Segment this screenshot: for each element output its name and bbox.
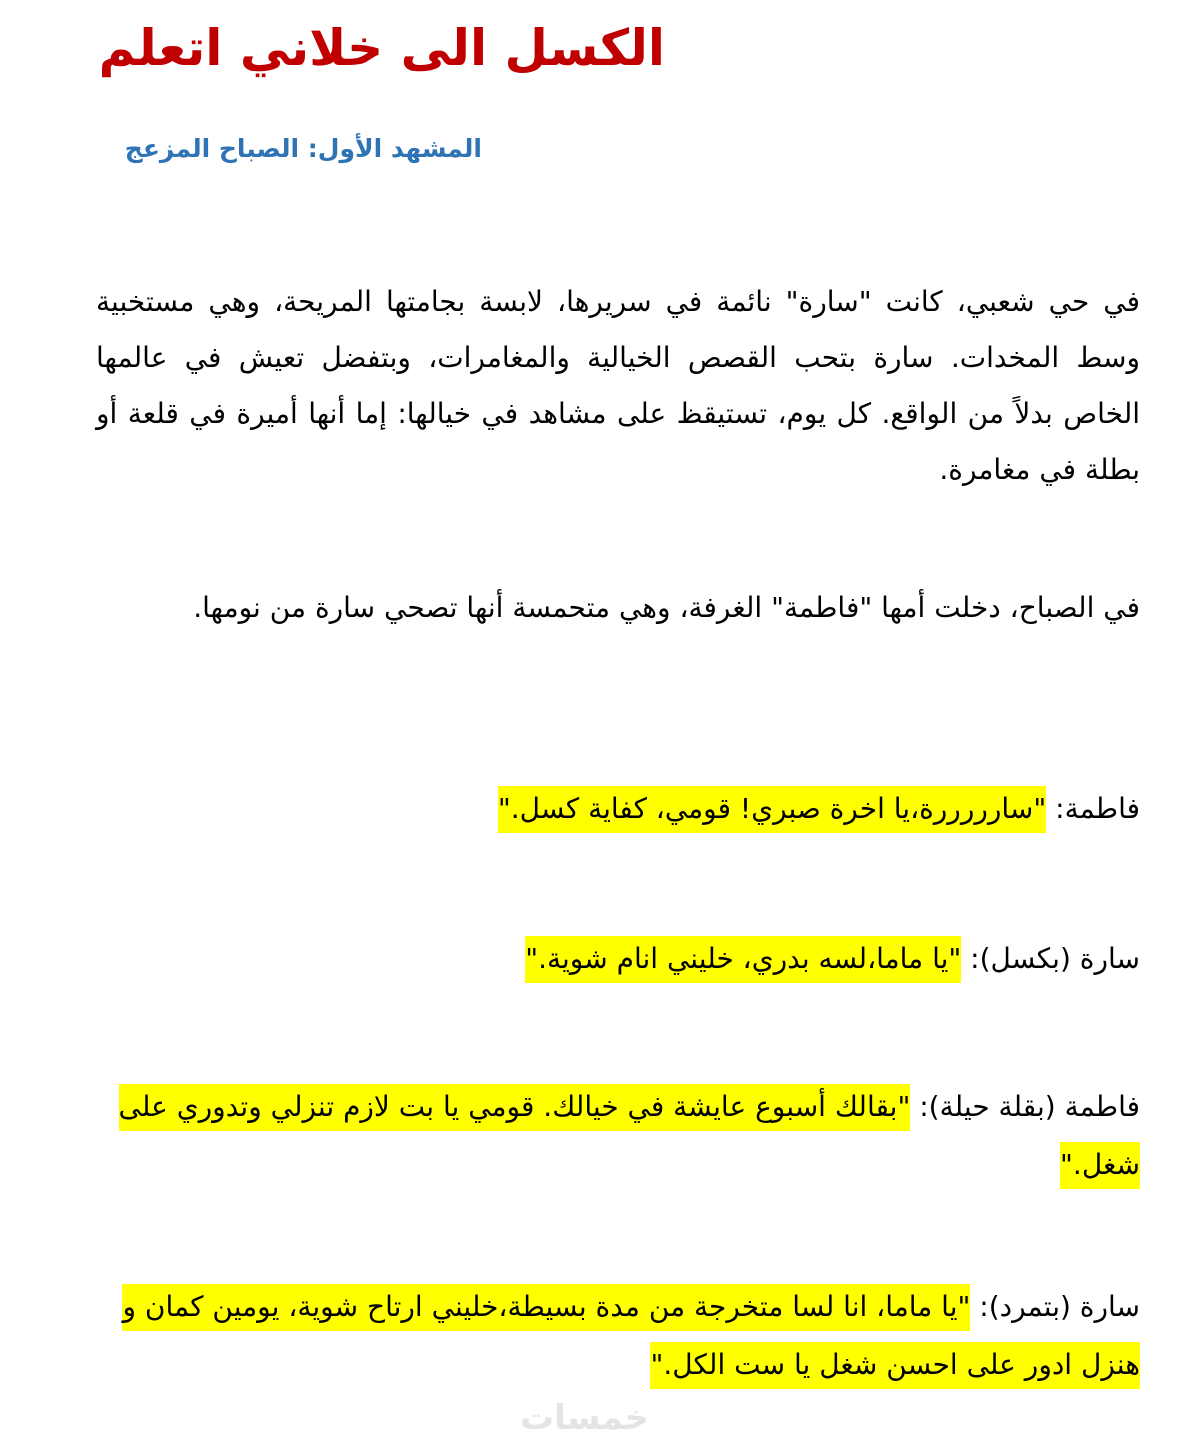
highlighted-quote: "سارررررة،يا اخرة صبري! قومي، كفاية كسل." [498, 786, 1046, 833]
dialogue-line [96, 1078, 1140, 1194]
scene-heading: المشهد الأول: الصباح المزعج [124, 134, 482, 163]
speaker-label: فاطمة: [1046, 792, 1140, 825]
dialogue-line [96, 780, 1140, 838]
narration-paragraph: في الصباح، دخلت أمها "فاطمة" الغرفة، وهي متحمسة أنها تصحي سارة من نومها. [193, 591, 1140, 624]
narration-paragraph: في حي شعبي، كانت "سارة" نائمة في سريرها، لابسة بجامتها المريحة، وهي مستخبية وسط المخدات. سارة بتحب القصص الخيالية والمغامرات، وبتفضل تعيش في عالمها الخاص بدلاً من الواقع. كل يوم، تستيقظ على مشاهد في خيالها: إما أنها أميرة في قلعة أو بطلة في مغامرة. [96, 285, 1140, 486]
highlighted-quote: "بقالك أسبوع عايشة في خيالك. قومي يا بت لازم تنزلي وتدوري على شغل." [119, 1084, 1140, 1189]
dialogue-line [96, 930, 1140, 988]
speaker-label: فاطمة (بقلة حيلة): [910, 1090, 1140, 1123]
highlighted-quote: "يا ماما، انا لسا متخرجة من مدة بسيطة،خليني ارتاح شوية، يومين كمان و هنزل ادور على احسن شغل يا ست الكل." [122, 1284, 1140, 1389]
speaker-label: سارة (بتمرد): [970, 1290, 1140, 1323]
watermark: خمسات [520, 1398, 649, 1438]
document-title: الكسل الى خلاني اتعلم [98, 19, 665, 77]
highlighted-quote: "يا ماما،لسه بدري، خليني انام شوية." [525, 936, 961, 983]
dialogue-line [96, 1278, 1140, 1394]
speaker-label: سارة (بكسل): [961, 942, 1140, 975]
